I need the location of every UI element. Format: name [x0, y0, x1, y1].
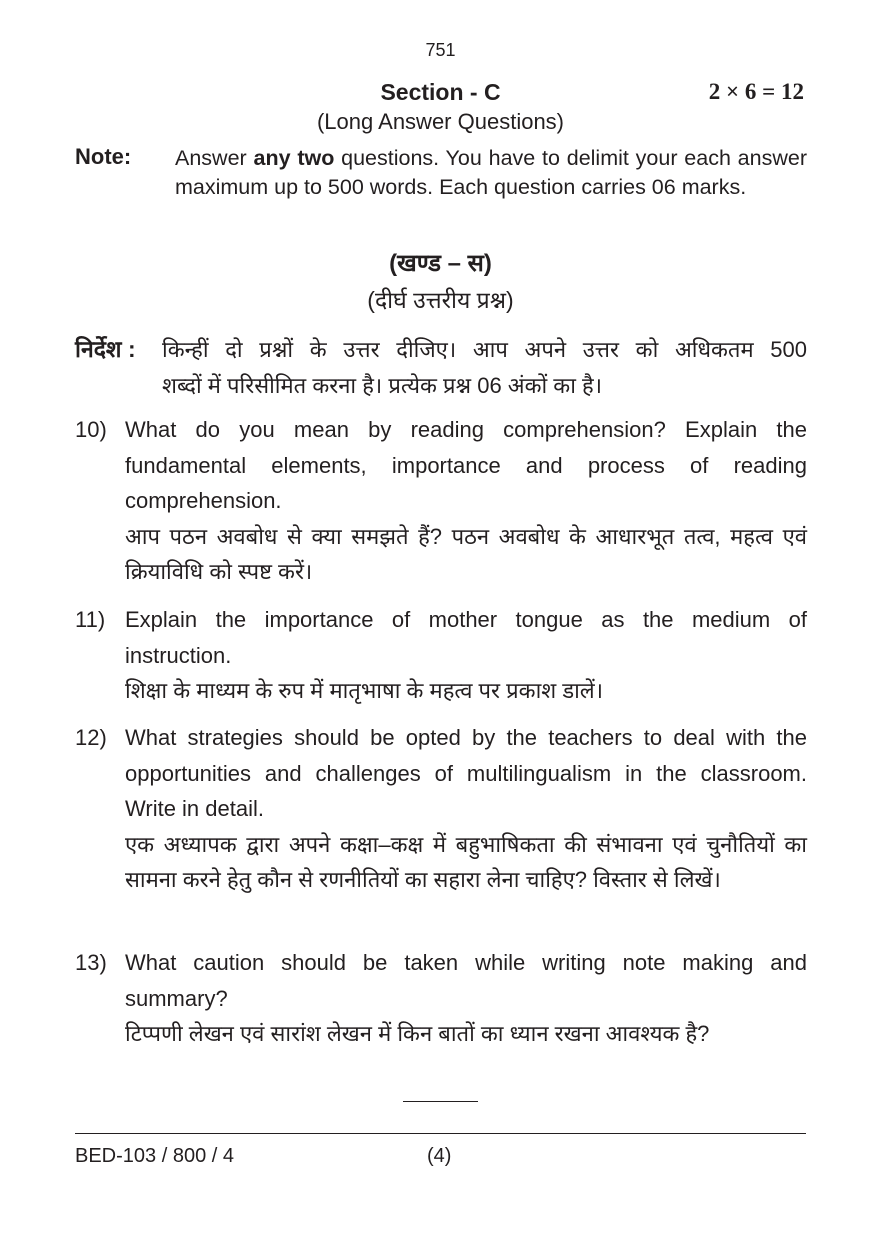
note-text-start: Answer: [175, 146, 254, 170]
note-text: [175, 144, 807, 202]
page-number: 751: [425, 40, 456, 60]
question-hindi: आप पठन अवबोध से क्या समझते हैं? पठन अवबोध के आधारभूत तत्व, महत्व एवं क्रियाविधि को स्पष्ट करें।: [125, 523, 807, 584]
marks-distribution: 2 × 6 = 12: [708, 79, 804, 104]
question-english: What do you mean by reading comprehension? Explain the fundamental elements, importance and process of reading comprehension.: [125, 417, 807, 513]
question-english: What caution should be taken while writing note making and summary?: [125, 950, 807, 1011]
note-text-bold: any two: [253, 146, 335, 170]
question-number: 11): [75, 607, 106, 632]
section-subtitle: (Long Answer Questions): [316, 109, 565, 134]
question-hindi: एक अध्यापक द्वारा अपने कक्षा–कक्ष में बहुभाषिकता की संभावना एवं चुनौतियों का सामना करने हेतु कौन से रणनीतियों का सहारा लेना चाहिए? विस्तार से लिखें।: [125, 831, 807, 892]
question-number: 10): [75, 417, 107, 442]
footer-page-number: (4): [427, 1145, 452, 1167]
question-hindi: शिक्षा के माध्यम के रुप में मातृभाषा के महत्व पर प्रकाश डालें।: [125, 678, 604, 703]
hindi-note-label: निर्देश :: [75, 336, 136, 362]
hindi-section-subtitle: (दीर्घ उत्तरीय प्रश्न): [367, 287, 514, 313]
hindi-note-line-1: किन्हीं दो प्रश्नों के उत्तर दीजिए। आप अपने उत्तर को अधिकतम 500: [162, 337, 807, 362]
question-hindi: टिप्पणी लेखन एवं सारांश लेखन में किन बातों का ध्यान रखना आवश्यक है?: [125, 1021, 710, 1046]
note-label: Note:: [75, 144, 132, 169]
note-text-end: questions. You have to delimit your each answer maximum up to 500 words. Each question carries 06 marks.: [175, 146, 807, 199]
question-10: [75, 412, 807, 590]
question-english: Explain the importance of mother tongue as the medium of instruction.: [125, 607, 807, 668]
question-number: 13): [75, 950, 107, 975]
question-11: [75, 602, 807, 709]
footer-rule: [75, 1133, 806, 1134]
hindi-section-title: (खण्ड – स): [389, 250, 492, 277]
hindi-note-line-2: शब्दों में परिसीमित करना है। प्रत्येक प्रश्न 06 अंकों का है।: [162, 373, 603, 398]
paper-code: BED-103 / 800 / 4: [75, 1145, 234, 1167]
hindi-note-text: [162, 332, 807, 404]
question-number: 12): [75, 725, 107, 750]
question-12: [75, 720, 807, 898]
end-divider: [403, 1101, 478, 1102]
question-english: What strategies should be opted by the teachers to deal with the opportunities and challenges of multilingualism in the classroom. Write in detail.: [125, 725, 807, 821]
section-title: Section - C: [380, 79, 501, 105]
question-13: [75, 945, 807, 1052]
